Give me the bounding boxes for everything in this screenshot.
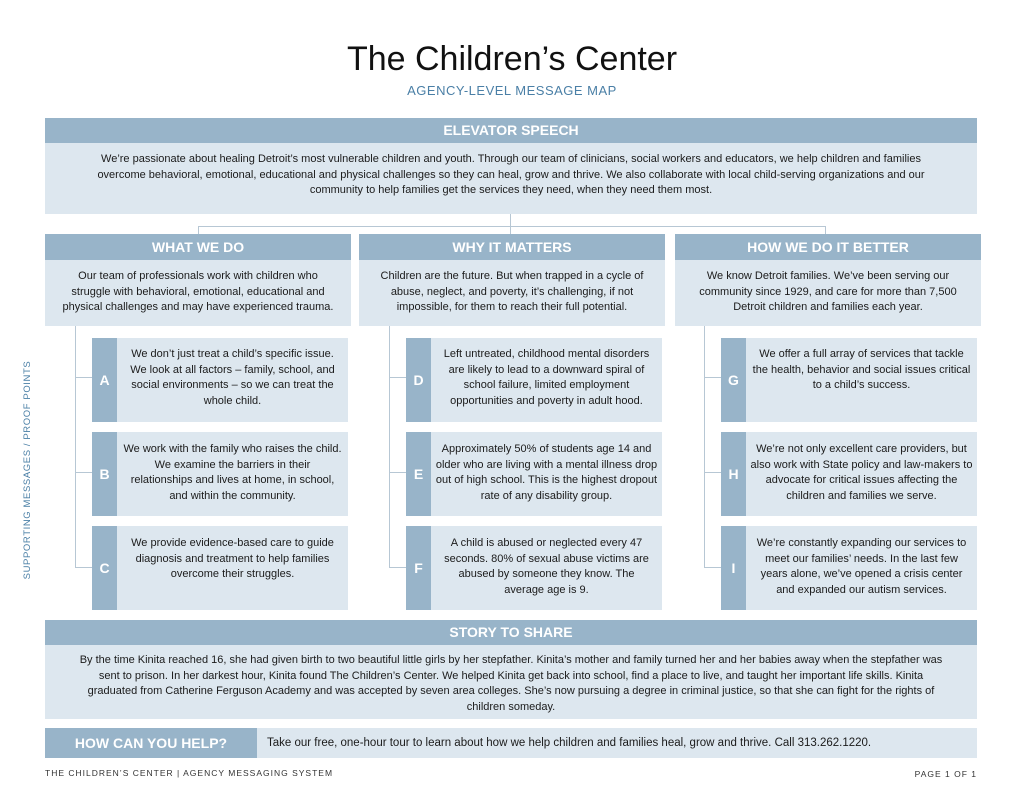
proof-point-letter-a: A (92, 338, 117, 422)
elevator-speech-heading: ELEVATOR SPEECH (45, 118, 977, 143)
story-heading: STORY TO SHARE (45, 620, 977, 645)
connector-line (198, 226, 199, 234)
column-heading-why-it-matters: WHY IT MATTERS (359, 234, 665, 260)
page-number: PAGE 1 OF 1 (914, 769, 977, 779)
proof-point-text-d: Left untreated, childhood mental disorders are likely to lead to a downward spiral of school failure, limited employment opportunities and poverty in adult hood. (443, 348, 650, 407)
proof-point-letter-i: I (721, 526, 746, 610)
proof-point-letter-c: C (92, 526, 117, 610)
story-text: By the time Kinita reached 16, she had given birth to two beautiful little girls by her stepfather. Kinita’s mother and family turned her and her babies away when the stepfather was sent to prison. In her darkest hour, Kinita found The Children’s Center. We helped Kinita get back into school, find a place to live, and taught her important life skills. Kinita graduated from Catherine Ferguson Academy and was accepted by seven area colleges. She’s now pursuing a degree in criminal justice, so that she can fight for the rights of children someday. (45, 645, 977, 719)
proof-point-text-c: We provide evidence-based care to guide diagnosis and treatment to help families overcome their struggles. (131, 537, 334, 580)
proof-point-text-e: Approximately 50% of students age 14 and older who are living with a mental illness drop out of high school. This is the highest dropout rate of any disability group. (435, 443, 658, 502)
tree-line (389, 567, 406, 568)
proof-point-letter-d: D (406, 338, 431, 422)
help-heading: HOW CAN YOU HELP? (45, 728, 257, 758)
page-subtitle: AGENCY-LEVEL MESSAGE MAP (407, 83, 617, 98)
proof-point-text-i: We’re constantly expanding our services to meet our families’ needs. In the last few years alone, we’ve opened a crisis center and expanded our autism services. (756, 537, 967, 596)
tree-line (389, 377, 406, 378)
proof-point-text-f: A child is abused or neglected every 47 seconds. 80% of sexual abuse victims are abused by someone they know. The average age is 9. (444, 537, 649, 596)
proof-point-text-h: We’re not only excellent care providers, but also work with State policy and law-makers to advocate for critical issues affecting the children and families we serve. (750, 443, 973, 502)
proof-point-text-b: We work with the family who raises the child. We examine the barriers in their relationships and lives at home, in school, and within the community. (123, 443, 342, 502)
proof-point-letter-f: F (406, 526, 431, 610)
tree-line (389, 472, 406, 473)
proof-point-text-g: We offer a full array of services that tackle the health, behavior and social issues critical to a child’s success. (752, 348, 971, 391)
column-text-why-it-matters: Children are the future. But when trapped in a cycle of abuse, neglect, and poverty, it’s challenging, if not impossible, for them to reach their full potential. (359, 260, 665, 326)
supporting-messages-label: SUPPORTING MESSAGES / PROOF POINTS (22, 360, 33, 580)
column-text-what-we-do: Our team of professionals work with children who struggle with behavioral, emotional, educational and physical challenges and may have experienced trauma. (45, 260, 351, 326)
proof-point-letter-e: E (406, 432, 431, 516)
tree-line (389, 326, 390, 568)
tree-line (704, 567, 721, 568)
proof-point-letter-b: B (92, 432, 117, 516)
column-text-how-we-do-it-better: We know Detroit families. We’ve been serving our community since 1929, and care for more than 7,500 Detroit children and families each year. (675, 260, 981, 326)
tree-line (75, 472, 92, 473)
proof-point-text-a: We don’t just treat a child’s specific issue. We look at all factors – family, school, and social environments – so we can treat the whole child. (130, 348, 335, 407)
tree-line (704, 326, 705, 568)
column-heading-what-we-do: WHAT WE DO (45, 234, 351, 260)
connector-line (198, 226, 826, 227)
tree-line (75, 377, 92, 378)
help-text: Take our free, one-hour tour to learn about how we help children and families heal, grow and thrive. Call 313.262.1220. (257, 728, 977, 758)
page-title: The Children’s Center (346, 40, 678, 78)
tree-line (75, 567, 92, 568)
proof-point-letter-g: G (721, 338, 746, 422)
elevator-speech-text: We’re passionate about healing Detroit’s most vulnerable children and youth. Through our team of clinicians, social workers and educators, we help children and families overcome behavioral, emotional, educational and physical challenges so they can heal, grow and thrive. We also collaborate with local child-serving organizations and our community to help families get the services they need, when they need them most. (45, 143, 977, 214)
connector-line (510, 226, 511, 234)
tree-line (75, 326, 76, 568)
tree-line (704, 377, 721, 378)
footer-left: THE CHILDREN’S CENTER | AGENCY MESSAGING SYSTEM (45, 768, 334, 778)
column-heading-how-we-do-it-better: HOW WE DO IT BETTER (675, 234, 981, 260)
proof-point-letter-h: H (721, 432, 746, 516)
connector-line (825, 226, 826, 234)
tree-line (704, 472, 721, 473)
connector-line (510, 214, 511, 226)
